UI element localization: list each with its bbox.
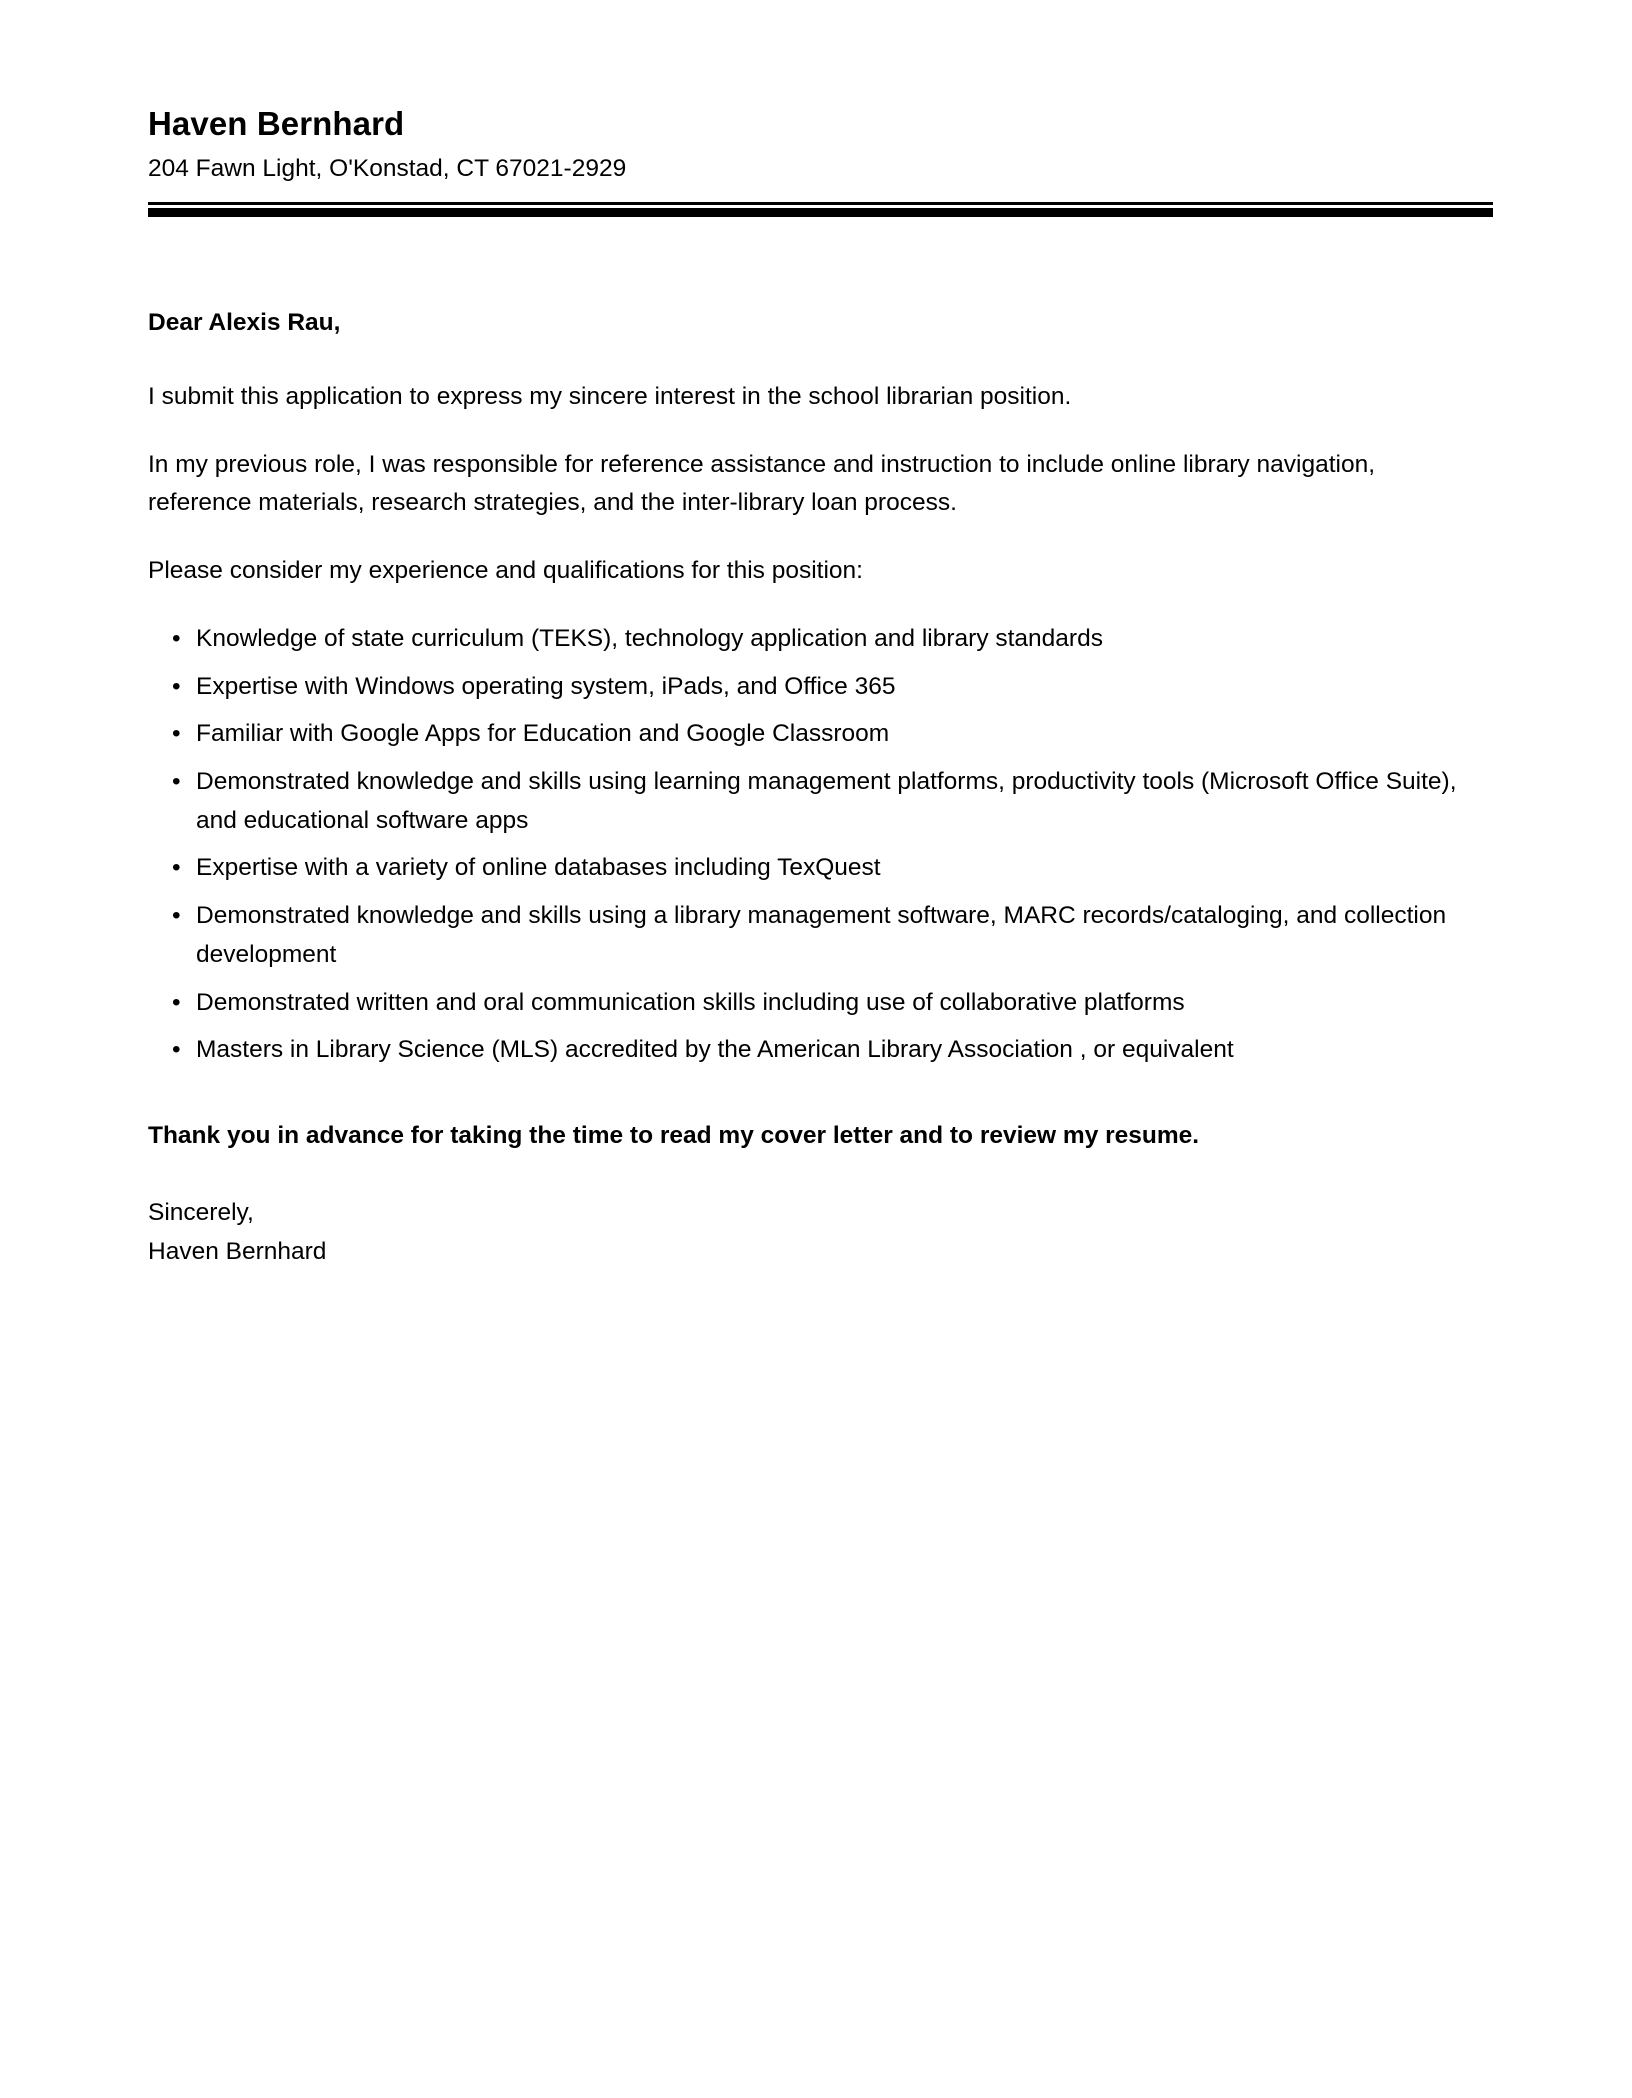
signature-name: Haven Bernhard <box>148 1238 327 1266</box>
body-paragraph-1: I submit this application to express my sincere interest in the school librarian position. <box>148 383 1072 411</box>
list-item-label: Demonstrated written and oral communication skills including use of collaborative platforms <box>196 988 1185 1016</box>
salutation: Dear Alexis Rau, <box>148 309 341 337</box>
list-item-label: Demonstrated knowledge and skills using a library management software, MARC records/cataloging, and collection development <box>196 902 1447 968</box>
list-item-label: Expertise with Windows operating system, iPads, and Office 365 <box>196 672 896 700</box>
closing-statement: Thank you in advance for taking the time to read my cover letter and to review my resume. <box>148 1121 1200 1149</box>
list-item-label: Masters in Library Science (MLS) accredited by the American Library Association , or equivalent <box>196 1036 1234 1064</box>
sender-name: Haven Bernhard <box>148 105 405 142</box>
list-item-label: Knowledge of state curriculum (TEKS), technology application and library standards <box>196 624 1103 652</box>
signature-block <box>148 1193 1458 1272</box>
qualifications-list <box>148 620 1458 1070</box>
list-item <box>148 620 1458 659</box>
list-item-label: Demonstrated knowledge and skills using learning management platforms, productivity tools (Microsoft Office Suite), and educational software apps <box>196 768 1457 834</box>
bullet-point-icon: • <box>172 1036 181 1064</box>
bullet-point-icon: • <box>172 988 181 1016</box>
header-divider <box>148 202 1493 217</box>
list-item-label: Expertise with a variety of online databases including TexQuest <box>196 854 881 882</box>
list-item <box>148 849 1458 888</box>
list-item <box>148 1031 1458 1070</box>
signoff-salutation: Sincerely, <box>148 1198 254 1226</box>
document-content <box>148 0 1493 1272</box>
list-item <box>148 763 1458 840</box>
body-paragraph-2: In my previous role, I was responsible for reference assistance and instruction to include online library navigation, reference materials, research strategies, and the inter-library loan process. <box>148 451 1375 516</box>
bullet-point-icon: • <box>172 624 181 652</box>
divider-thick-rule <box>148 208 1493 217</box>
body-paragraph-3: Please consider my experience and qualifications for this position: <box>148 556 863 584</box>
letterhead <box>148 0 1493 185</box>
list-item <box>148 668 1458 707</box>
bullet-point-icon: • <box>172 854 181 882</box>
list-item <box>148 984 1458 1023</box>
list-item <box>148 715 1458 754</box>
bullet-point-icon: • <box>172 902 181 930</box>
bullet-point-icon: • <box>172 672 181 700</box>
bullet-point-icon: • <box>172 720 181 748</box>
sender-address: 204 Fawn Light, O'Konstad, CT 67021-2929 <box>148 155 627 183</box>
list-item-label: Familiar with Google Apps for Education and Google Classroom <box>196 720 890 748</box>
letter-body <box>148 305 1458 1272</box>
list-item <box>148 897 1458 974</box>
bullet-point-icon: • <box>172 768 181 796</box>
